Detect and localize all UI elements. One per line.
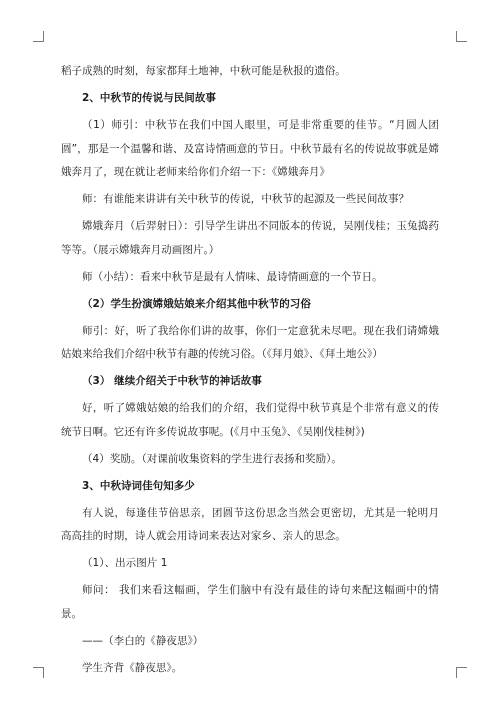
- paragraph: 师问： 我们来看这幅画，学生们脑中有没有最佳的诗句来配这幅画中的情景。: [61, 584, 439, 620]
- document-body: [61, 60, 439, 684]
- crop-mark-top-left: [33, 31, 44, 42]
- paragraph: （1）师引：中秋节在我们中国人眼里，可是非常重要的佳节。“月圆人团圆”，那是一个温馨和谐、及富诗情画意的节日。中秋节最有名的传说故事就是嫦娥奔月了，现在就让老师来给你们介绍一下：《嫦娥奔月》: [61, 119, 439, 178]
- crop-mark-bottom-left: [33, 667, 44, 678]
- paragraph: （4）奖励。（对课前收集资料的学生进行表扬和奖励）。: [82, 452, 342, 465]
- paragraph: （1）、出示图片 1: [82, 557, 168, 569]
- section-heading: 2、中秋节的传说与民间故事: [82, 92, 216, 104]
- paragraph: 学生齐背《静夜思》。: [82, 661, 183, 674]
- paragraph: 稻子成熟的时刻，每家都拜土地神，中秋可能是秋报的遗俗。: [61, 65, 346, 77]
- paragraph: ——（李白的《静夜思》）: [82, 634, 204, 647]
- section-heading: 3、中秋诗词佳句知多少: [82, 479, 195, 492]
- section-heading: （3） 继续介绍关于中秋节的神话故事: [82, 375, 262, 387]
- paragraph: 好，听了嫦娥姑娘的给我们的介绍，我们觉得中秋节真是个非常有意义的传统节日啊。它还有许多传说故事呢。(《月中玉兔》、《吴刚伐桂树》): [61, 402, 439, 438]
- paragraph: 师引：好，听了我给你们讲的故事，你们一定意犹未尽吧。现在我们请嫦娥姑娘来给我们介绍中秋节有趣的传统习俗。（《拜月娘》、《拜土地公》）: [61, 324, 439, 360]
- paragraph: 有人说，每逢佳节倍思亲，团圆节这份思念当然会更密切，尤其是一轮明月高高挂的时期，诗人就会用诗词来表达对家乡、亲人的思念。: [61, 506, 439, 542]
- crop-mark-bottom-right: [456, 667, 467, 678]
- crop-mark-top-right: [456, 31, 467, 42]
- paragraph: 嫦娥奔月（后羿射日）：引导学生讲出不同版本的传说，吴刚伐桂；玉兔捣药等等。（展示嫦娥奔月动画图片。）: [61, 220, 439, 256]
- paragraph: 师：有谁能来讲讲有关中秋节的传说，中秋节的起源及一些民间故事？: [82, 193, 410, 205]
- paragraph: 师（小结）：看来中秋节是最有人情味、最诗情画意的一个节日。: [82, 270, 383, 283]
- section-heading: （2）学生扮演嫦娥姑娘来介绍其他中秋节的习俗: [82, 297, 311, 310]
